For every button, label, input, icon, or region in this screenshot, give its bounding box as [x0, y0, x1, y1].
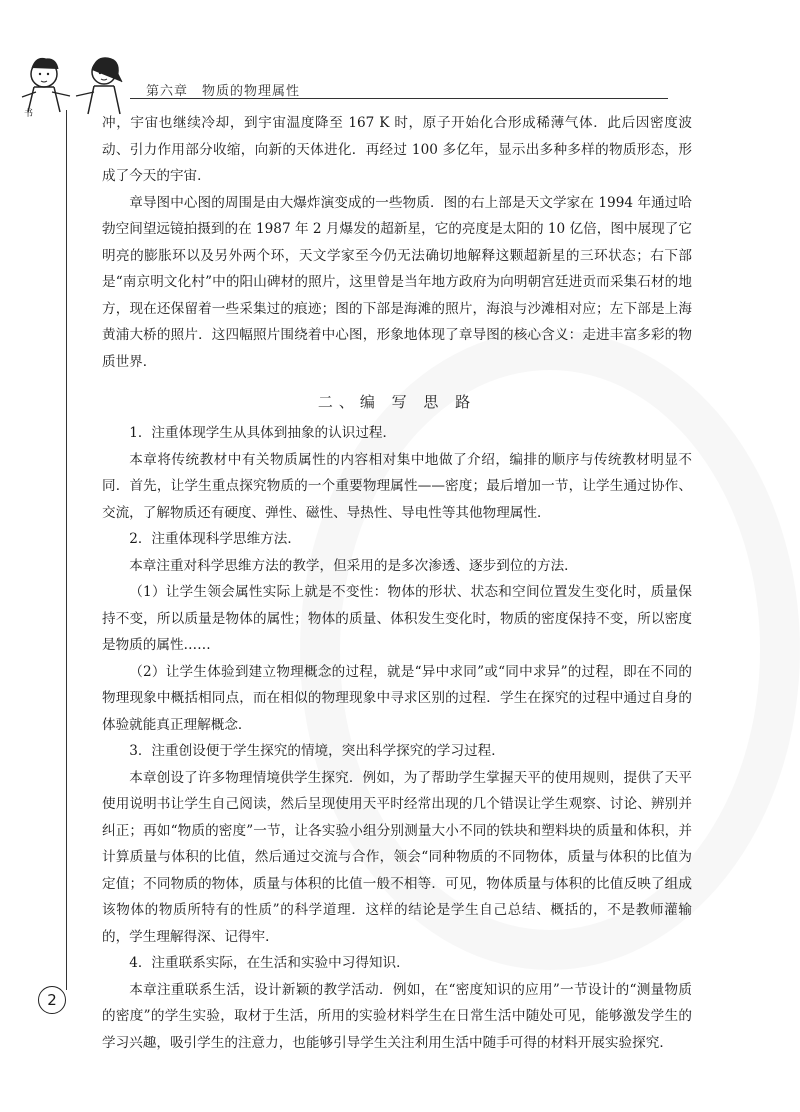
paragraph: 本章注重对科学思维方法的教学，但采用的是多次渗透、逐步到位的方法． — [129, 557, 578, 574]
header-rule — [130, 98, 668, 99]
paragraph: （1）让学生领会属性实际上就是不变性：物体的形状、状态和空间位置发生变化时，质量保持不变，所以质量是物体的属性；物体的质量、体积发生变化时，物质的密度保持不变，所以密度是物质的属性…… — [102, 584, 692, 653]
paragraph: 章导图中心图的周围是由大爆炸演变成的一些物质．图的右上部是天文学家在 1994 年通过哈勃空间望远镜拍摄到的在 1987 年 2 月爆发的超新星，它的亮度是太阳的 10 亿倍，图中展现了它明亮的膨胀环以及另外两个环，天文学家至今仍无法确切地解释这颗超新星的三环状态；右下部是“南京明文化村”中的阳山碑材的照片，这里曾是当年地方政府为向明朝宫廷进贡而采集石材的地方，现在还保留着一些采集过的痕迹；图的下部是海滩的照片，海浪与沙滩相对应；左下部是上海黄浦大桥的照片．这四幅照片围绕着中心图，形象地体现了章导图的核心含义：走进丰富多彩的物质世界． — [102, 194, 692, 370]
paragraph: 3．注重创设便于学生探究的情境，突出科学探究的学习过程． — [129, 743, 505, 759]
chapter-title: 第六章 物质的物理属性 — [146, 84, 301, 99]
paragraph: 本章注重联系生活，设计新颖的教学活动．例如，在“密度知识的应用”一节设计的“测量物质的密度”的学生实验，取材于生活，所用的实验材料学生在日常生活中随处可见，能够激发学生的学习兴趣，吸引学生的注意力，也能够引导学生关注利用生活中随手可得的材料开展实验探究． — [102, 981, 692, 1051]
margin-rule — [66, 110, 67, 990]
page-number: 2 — [38, 986, 66, 1014]
paragraph: 4．注重联系实际，在生活和实验中习得知识． — [129, 955, 410, 971]
section-title: 二、编 写 思 路 — [317, 393, 477, 411]
paragraph: 1．注重体现学生从具体到抽象的认识过程． — [129, 425, 397, 441]
paragraph: 本章创设了许多物理情境供学生探究．例如，为了帮助学生掌握天平的使用规则，提供了天平使用说明书让学生自己阅读，然后呈现使用天平时经常出现的几个错误让学生观察、讨论、辨别并纠正；再如“物质的密度”一节，让各实验小组分别测量大小不同的铁块和塑料块的质量和体积，并计算质量与体积的比值，然后通过交流与合作，领会“同种物质的不同物体，质量与体积的比值为定值；不同物质的物体，质量与体积的比值一般不相等．可见，物体质量与体积的比值反映了组成该物体的物质所特有的性质”的科学道理．这样的结论是学生自己总结、概括的，不是教师灌输的，学生理解得深、记得牢． — [102, 769, 692, 945]
paragraph: 2．注重体现科学思维方法． — [129, 531, 301, 547]
paragraph: 冲，宇宙也继续冷却，到宇宙温度降至 167 K 时，原子开始化合形成稀薄气体．此后因密度波动、引力作用部分收缩，向新的天体进化．再经过 100 多亿年，显示出多种多样的物质形态，形成了今天的宇宙． — [102, 115, 692, 184]
paragraph: 本章将传统教材中有关物质属性的内容相对集中地做了介绍，编排的顺序与传统教材明显不同．首先，让学生重点探究物质的一个重要物理属性——密度；最后增加一节，让学生通过协作、交流，了解物质还有硬度、弹性、磁性、导热性、导电性等其他物理属性． — [102, 451, 692, 521]
page-content — [102, 110, 692, 1056]
svg-text:书: 书 — [24, 109, 34, 119]
paragraph: （2）让学生体验到建立物理概念的过程，就是“异中求同”或“同中求异”的过程，即在不同的物理现象中概括相同点，而在相似的物理现象中寻求区别的过程．学生在探究的过程中通过自身的体验就能真正理解概念． — [102, 663, 692, 733]
